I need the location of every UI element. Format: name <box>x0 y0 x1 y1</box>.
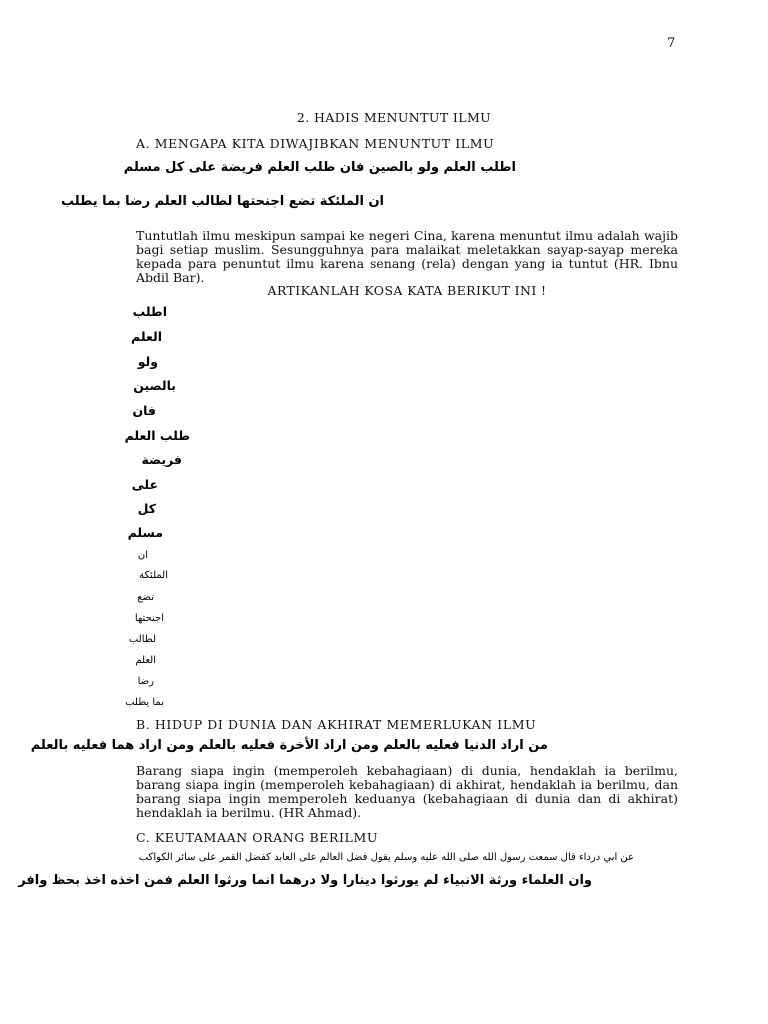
vocabulary-list <box>0 304 768 712</box>
vocabulary-item: اجنحتها <box>134 613 164 624</box>
vocabulary-item: رضا <box>137 676 154 687</box>
vocabulary-item: تضع <box>137 592 154 603</box>
vocabulary-item: العلم <box>135 655 156 666</box>
vocabulary-item: على <box>131 477 158 492</box>
vocabulary-item: بالصين <box>133 378 176 393</box>
section-a-heading: A. MENGAPA KITA DIWAJIBKAN MENUNTUT ILMU <box>136 136 495 151</box>
section-c-arabic-line-1: عن ابي درداء قال سمعت رسول الله صلى الله عليه وسلم يقول فضل العالم على العابد كفضل القمر على سائر الكواكب <box>138 852 634 863</box>
page-number: 7 <box>667 36 676 51</box>
vocabulary-item: ولو <box>137 354 158 369</box>
vocabulary-item: ان <box>137 550 148 561</box>
section-a-arabic-line-1: اطلب العلم ولو بالصين فان طلب العلم فريضة على كل مسلم <box>123 160 516 175</box>
section-b-arabic-line: من اراد الدنيا فعليه بالعلم ومن اراد الأخرة فعليه بالعلم ومن اراد هما فعليه بالعلم <box>30 738 548 753</box>
vocabulary-item: فان <box>132 403 156 418</box>
section-c-heading: C. KEUTAMAAN ORANG BERILMU <box>136 830 378 845</box>
vocabulary-item: لطالب <box>128 634 156 645</box>
section-c-arabic-line-2: وان العلماء ورثة الانبياء لم يورثوا دينارا ولا درهما انما ورثوا العلم فمن اخذه اخذ بحظ وافر <box>18 873 592 888</box>
section-b-heading: B. HIDUP DI DUNIA DAN AKHIRAT MEMERLUKAN ILMU <box>136 717 537 732</box>
section-b-translation: Barang siapa ingin (memperoleh kebahagiaan) di dunia, hendaklah ia berilmu, barang siapa ingin (memperoleh kebahagiaan) di akhirat, hendaklah ia berilmu, dan barang siapa ingin memperoleh keduanya (kebahagiaan di dunia dan di akhirat) hendaklah ia berilmu. (HR Ahmad). <box>136 763 678 820</box>
document-title: 2. HADIS MENUNTUT ILMU <box>296 110 492 125</box>
section-a-arabic-line-2: ان الملئكة تضع اجنحتها لطالب العلم رضا بما يطلب <box>61 194 384 209</box>
vocabulary-item: كل <box>137 501 156 516</box>
vocabulary-item: اطلب <box>132 304 167 319</box>
section-a-translation: Tuntutlah ilmu meskipun sampai ke negeri Cina, karena menuntut ilmu adalah wajib bagi setiap muslim. Sesungguhnya para malaikat meletakkan sayap-sayap mereka kepada para penuntut ilmu karena senang (rela) dengan yang ia tuntut (HR. Ibnu Abdil Bar). <box>136 228 678 285</box>
vocabulary-item: مسلم <box>127 525 163 540</box>
vocabulary-item: الملئكة <box>139 570 168 581</box>
vocabulary-heading: ARTIKANLAH KOSA KATA BERIKUT INI ! <box>267 283 547 298</box>
vocabulary-item: طلب العلم <box>124 428 190 443</box>
vocabulary-item: بما يطلب <box>125 697 164 708</box>
vocabulary-item: فريضة <box>141 452 182 467</box>
vocabulary-item: العلم <box>131 329 162 344</box>
